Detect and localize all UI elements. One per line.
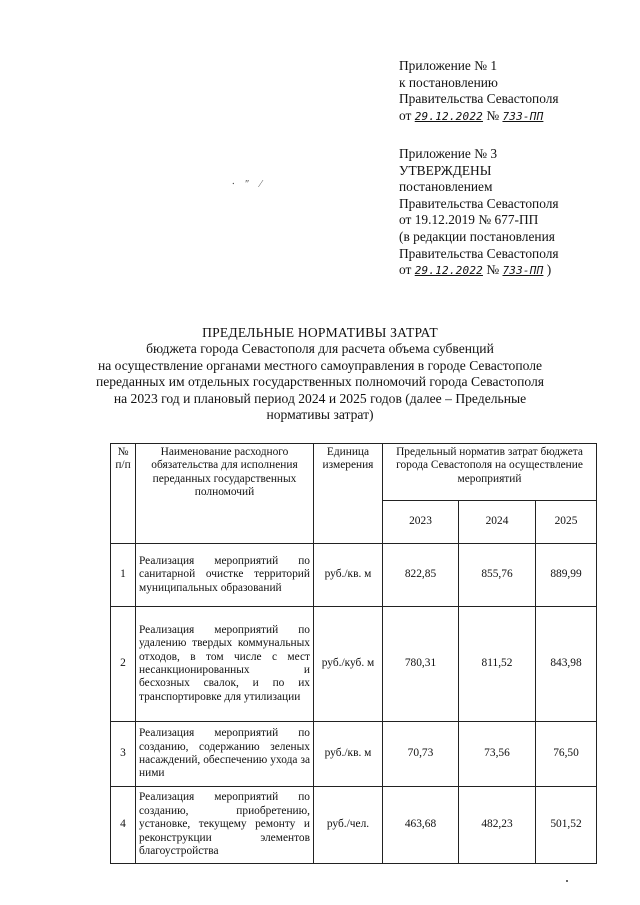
header-year-2023: 2023 [383, 501, 459, 544]
appendix-1-line2: к постановлению [399, 74, 498, 90]
appendix-3-line3: постановлением [399, 179, 493, 195]
scan-marks: ⸱ ″ ⁄ [232, 179, 266, 190]
table-row [111, 787, 597, 864]
appendix-1-number: 733-ПП [502, 109, 544, 123]
appendix-3-line7: Правительства Севастополя [399, 245, 559, 261]
row-unit: руб./куб. м [314, 607, 383, 722]
header-name: Наименование расходного обязательства для исполнения переданных государственных полномочий [136, 444, 314, 544]
header-year-2025: 2025 [536, 501, 597, 544]
appendix-3-date-line [399, 262, 559, 280]
title-line-5: на 2023 год и плановый период 2024 и 2025 годов (далее – Предельные [113, 390, 527, 406]
table-header-row [111, 444, 597, 501]
appendix-1-block [399, 58, 559, 125]
row-value-2024: 482,23 [459, 787, 536, 864]
norms-table [110, 443, 597, 864]
appendix-3-no: № [486, 262, 500, 278]
table-row [111, 607, 597, 722]
row-num: 2 [111, 607, 136, 722]
appendix-3-number: 733-ПП [502, 264, 544, 278]
document-title [95, 325, 545, 423]
row-value-2023: 463,68 [383, 787, 459, 864]
appendix-3-approved: УТВЕРЖДЕНЫ [399, 162, 492, 178]
row-name: Реализация мероприятий по созданию, приобретению, установке, текущему ремонту и реконструкции элементов благоустройства [136, 787, 314, 864]
row-value-2025: 889,99 [536, 544, 597, 607]
appendix-3-date: 29.12.2022 [414, 264, 483, 278]
appendix-3-line4: Правительства Севастополя [399, 195, 559, 211]
row-num: 4 [111, 787, 136, 864]
title-line-3: на осуществление органами местного самоуправления в городе Севастополе [97, 357, 543, 373]
row-value-2024: 811,52 [459, 607, 536, 722]
table-row [111, 722, 597, 787]
row-unit: руб./кв. м [314, 722, 383, 787]
row-value-2025: 501,52 [536, 787, 597, 864]
appendix-3-line5: от 19.12.2019 № 677-ПП [399, 212, 539, 228]
appendix-3-title: Приложение № 3 [399, 146, 498, 161]
title-line-4: переданных им отдельных государственных полномочий города Севастополя [95, 374, 545, 390]
row-name: Реализация мероприятий по удалению твердых коммунальных отходов, в том числе с мест несанкционированных и бесхозных свалок, и по их транспортировке для утилизации [136, 607, 314, 722]
header-num: № п/п [111, 444, 136, 544]
appendix-1-date-line [399, 108, 559, 126]
appendix-1-from: от [399, 107, 412, 123]
row-value-2025: 76,50 [536, 722, 597, 787]
row-value-2023: 780,31 [383, 607, 459, 722]
row-num: 1 [111, 544, 136, 607]
appendix-1-no: № [486, 107, 500, 123]
appendix-1-title: Приложение № 1 [399, 58, 498, 73]
row-value-2023: 70,73 [383, 722, 459, 787]
row-value-2023: 822,85 [383, 544, 459, 607]
header-unit: Единица измерения [314, 444, 383, 544]
scan-speck [566, 880, 568, 882]
row-value-2024: 855,76 [459, 544, 536, 607]
table-row [111, 544, 597, 607]
row-unit: руб./кв. м [314, 544, 383, 607]
header-norm: Предельный норматив затрат бюджета города Севастополя на осуществление мероприятий [383, 444, 597, 501]
header-year-2024: 2024 [459, 501, 536, 544]
row-name: Реализация мероприятий по санитарной очистке территорий муниципальных образований [136, 544, 314, 607]
title-heading: ПРЕДЕЛЬНЫЕ НОРМАТИВЫ ЗАТРАТ [202, 325, 438, 340]
appendix-3-line6: (в редакции постановления [399, 228, 555, 244]
title-line-2: бюджета города Севастополя для расчета объема субвенций [146, 341, 494, 357]
appendix-3-from: от [399, 262, 412, 278]
row-name: Реализация мероприятий по созданию, содержанию зеленых насаждений, обеспечению ухода за ними [136, 722, 314, 787]
row-value-2024: 73,56 [459, 722, 536, 787]
row-num: 3 [111, 722, 136, 787]
title-line-6: нормативы затрат) [266, 407, 374, 423]
row-unit: руб./чел. [314, 787, 383, 864]
appendix-1-line3: Правительства Севастополя [399, 91, 559, 107]
appendix-1-date: 29.12.2022 [414, 109, 483, 123]
appendix-3-close: ) [546, 262, 552, 278]
row-value-2025: 843,98 [536, 607, 597, 722]
appendix-3-block [399, 146, 559, 280]
